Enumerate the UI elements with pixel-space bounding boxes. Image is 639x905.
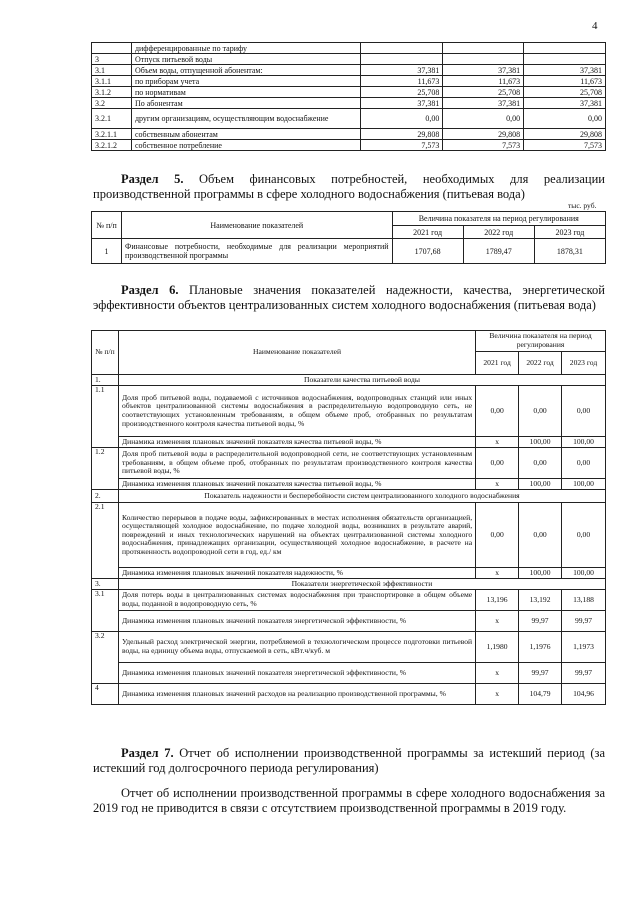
value-cell: 1707,68 [392,239,463,264]
row-name: Удельный расход электрической энергии, потребляемой в технологическом процессе подготовки питьевой воды, на единицу объема воды, отпускаемой в сеть, кВт.ч/куб. м [118,632,475,663]
col-value-header: Величина показателя на период регулирования [476,331,606,352]
value-cell [443,43,524,54]
row-name: Доля потерь воды в централизованных системах водоснабжения при транспортировке в общем объеме воды, поданной в водопроводную сеть, % [118,590,475,611]
row-num: 1 [92,239,122,264]
value-cell: 29,808 [443,129,524,140]
table-row [92,98,606,109]
group-title: Показатель надежности и бесперебойности систем централизованного холодного водоснабжения [118,490,605,503]
col-value-header: Величина показателя на период регулирования [392,212,605,226]
row-name: Динамика изменения плановых значений расходов на реализацию производственной программы, % [118,684,475,705]
value-cell [524,43,606,54]
value-cell: 0,00 [476,503,519,568]
value-cell: 100,00 [519,479,562,490]
value-cell: 29,808 [524,129,606,140]
year-header: 2023 год [562,352,606,375]
year-header: 2021 год [476,352,519,375]
value-cell: 0,00 [476,386,519,437]
water-supply-table [91,42,606,151]
value-cell: 7,573 [443,140,524,151]
group-title: Показатели энергетической эффективности [118,579,605,590]
section7-heading [93,746,605,776]
row-name: по нормативам [131,87,361,98]
row-num: 3 [92,54,132,65]
value-cell: 1878,31 [534,239,605,264]
value-cell: 11,673 [443,76,524,87]
value-cell: 13,188 [562,590,606,611]
col-name-header: Наименование показателей [122,212,393,239]
row-num: 1.1 [92,386,119,448]
table-row [92,87,606,98]
row-num: 3.2 [92,98,132,109]
value-cell: 0,00 [562,448,606,479]
value-cell: 1789,47 [463,239,534,264]
value-cell: 0,00 [476,448,519,479]
financial-needs-table [91,211,606,264]
row-num: 3.2.1.2 [92,140,132,151]
value-cell: 37,381 [524,65,606,76]
value-cell: x [476,663,519,684]
value-cell: 1,1973 [562,632,606,663]
value-cell [361,54,443,65]
year-header: 2022 год [463,226,534,239]
value-cell: 99,97 [562,663,606,684]
year-header: 2021 год [392,226,463,239]
year-header: 2022 год [519,352,562,375]
row-name: собственным абонентам [131,129,361,140]
row-name: Количество перерывов в подаче воды, зафиксированных в местах исполнения обязательств организацией, осуществляющей холодное водоснабжение, по подаче холодной воды, возникших в результате аварий, повреждений и иных технологических нарушений на объектах централизованной системы холодного водоснабжения, принадлежащих организации, осуществляющей холодное водоснабжение, в расчете на протяженность водопроводной сети в год, ед./ км [118,503,475,568]
value-cell: x [476,437,519,448]
section5-text: Объем финансовых потребностей, необходимых для реализации производственной программы в сфере холодного водоснабжения (питьевая вода) [93,172,605,201]
row-num: 3.1 [92,590,119,632]
row-num: 3.1.1 [92,76,132,87]
value-cell: 104,79 [519,684,562,705]
value-cell: 0,00 [524,109,606,129]
row-name: другим организациям, осуществляющим водоснабжение [131,109,361,129]
dynamics-name: Динамика изменения плановых значений показателя качества питьевой воды, % [118,479,475,490]
value-cell: 29,808 [361,129,443,140]
group-num: 2. [92,490,119,503]
value-cell: 100,00 [519,568,562,579]
value-cell: 99,97 [562,611,606,632]
table-row [92,109,606,129]
table-row [92,140,606,151]
row-name: по приборам учета [131,76,361,87]
row-name: По абонентам [131,98,361,109]
row-num [92,43,132,54]
indicators-table [91,330,606,705]
section6-text: Плановые значения показателей надежности, качества, энергетической эффективности объектов централизованных систем холодного водоснабжения (питьевая вода) [93,283,605,312]
value-cell: 0,00 [519,448,562,479]
value-cell: 25,708 [361,87,443,98]
group-num: 1. [92,375,119,386]
value-cell [524,54,606,65]
table-row [92,43,606,54]
table-row [92,76,606,87]
value-cell: 13,192 [519,590,562,611]
section7-text: Отчет об исполнении производственной программы за истекший период (за истекший год долгосрочного периода регулирования) [93,746,605,775]
section7-body: Отчет об исполнении производственной программы в сфере холодного водоснабжения за 2019 год не приводится в связи с отсутствием производственной программы в 2019 году. [93,786,605,815]
section7-label: Раздел 7. [121,746,174,760]
value-cell: 0,00 [519,503,562,568]
value-cell: 1,1980 [476,632,519,663]
col-name-header: Наименование показателей [118,331,475,375]
value-cell: 7,573 [524,140,606,151]
table-row [92,129,606,140]
section6-heading [93,283,605,313]
row-name: Объем воды, отпущенной абонентам: [131,65,361,76]
row-name: дифференцированные по тарифу [131,43,361,54]
value-cell: 100,00 [562,437,606,448]
value-cell: 37,381 [361,98,443,109]
value-cell: x [476,684,519,705]
row-name: Отпуск питьевой воды [131,54,361,65]
value-cell: x [476,611,519,632]
value-cell: 11,673 [361,76,443,87]
row-num: 3.1.2 [92,87,132,98]
row-num: 3.2.1 [92,109,132,129]
value-cell: 104,96 [562,684,606,705]
row-name: собственное потребление [131,140,361,151]
table-row [92,65,606,76]
value-cell: 0,00 [443,109,524,129]
value-cell: 0,00 [519,386,562,437]
value-cell: 100,00 [519,437,562,448]
value-cell: 11,673 [524,76,606,87]
row-num: 4 [92,684,119,705]
col-num-header: № п/п [92,212,122,239]
value-cell: 0,00 [361,109,443,129]
value-cell: x [476,568,519,579]
dynamics-name: Динамика изменения плановых значений показателя качества питьевой воды, % [118,437,475,448]
value-cell: 13,196 [476,590,519,611]
page-number: 4 [592,20,598,32]
section5-label: Раздел 5. [121,172,184,186]
dynamics-name: Динамика изменения плановых значений показателя энергетической эффективности, % [118,611,475,632]
value-cell: 100,00 [562,479,606,490]
row-name: Финансовые потребности, необходимые для реализации мероприятий производственной программы [122,239,393,264]
value-cell: 0,00 [562,503,606,568]
value-cell [443,54,524,65]
value-cell: 37,381 [443,98,524,109]
value-cell: 7,573 [361,140,443,151]
value-cell: 100,00 [562,568,606,579]
value-cell: 1,1976 [519,632,562,663]
section6-label: Раздел 6. [121,283,179,297]
row-num: 1.2 [92,448,119,490]
row-num: 2.1 [92,503,119,579]
year-header: 2023 год [534,226,605,239]
value-cell: 37,381 [361,65,443,76]
row-num: 3.2 [92,632,119,684]
value-cell [361,43,443,54]
row-num: 3.1 [92,65,132,76]
value-cell: 99,97 [519,663,562,684]
col-num-header: № п/п [92,331,119,375]
value-cell: 25,708 [443,87,524,98]
section5-unit: тыс. руб. [568,201,597,210]
row-name: Доля проб питьевой воды, подаваемой с источников водоснабжения, водопроводных станций или иных объектов централизованной системы водоснабжения в распределительную водопроводную сеть, не соответствующих установленным требованиям, в общем объеме проб, отобранных по результатам производственного контроля качества питьевой воды, % [118,386,475,437]
value-cell: x [476,479,519,490]
group-num: 3. [92,579,119,590]
dynamics-name: Динамика изменения плановых значений показателя надежности, % [118,568,475,579]
section5-heading [93,172,605,202]
row-name: Доля проб питьевой воды в распределительной водопроводной сети, не соответствующих установленным требованиям, в общем объеме проб, отобранных по результатам производственного контроля качества питьевой воды, % [118,448,475,479]
value-cell: 37,381 [524,98,606,109]
value-cell: 0,00 [562,386,606,437]
row-num: 3.2.1.1 [92,129,132,140]
value-cell: 37,381 [443,65,524,76]
value-cell: 99,97 [519,611,562,632]
value-cell: 25,708 [524,87,606,98]
table-row [92,54,606,65]
group-title: Показатели качества питьевой воды [118,375,605,386]
dynamics-name: Динамика изменения плановых значений показателя энергетической эффективности, % [118,663,475,684]
